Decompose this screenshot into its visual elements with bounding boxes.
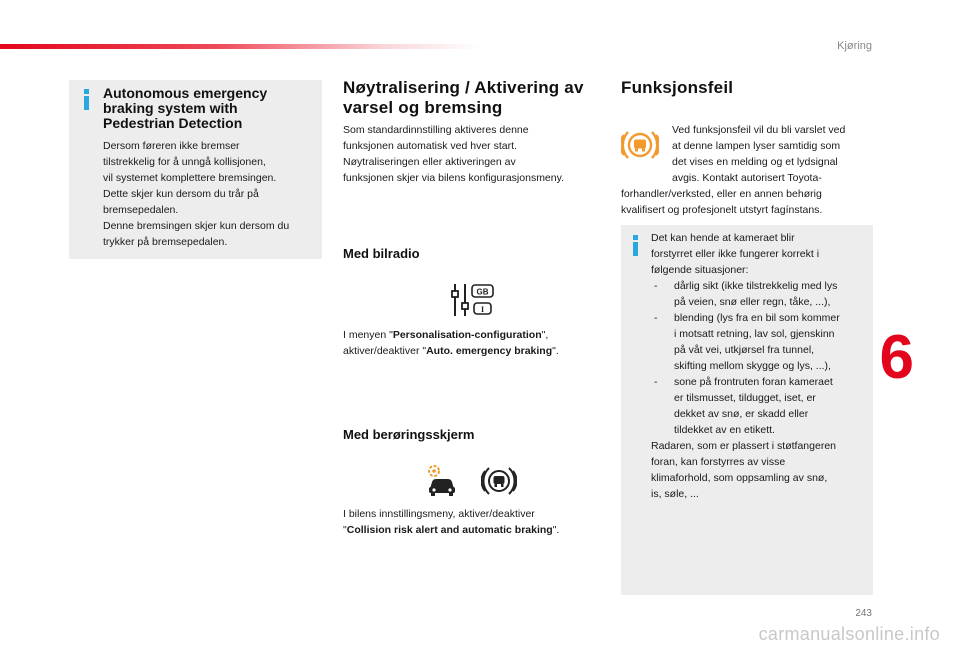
- text-fragment: I menyen ": [343, 329, 393, 341]
- text-line: Denne bremsingen skjer kun dersom du: [103, 220, 290, 232]
- text-line: funksjonen skjer via bilens konfigurasjonsmeny.: [343, 172, 565, 184]
- text-line: Nøytraliseringen eller aktiveringen av: [343, 156, 516, 168]
- warning-lamp-icon: [621, 127, 659, 163]
- warning-text-wrapped: [672, 122, 877, 186]
- text-line: [343, 327, 613, 343]
- text-line: forhandler/verksted, eller en annen behørig: [621, 188, 822, 200]
- chapter-number: 6: [879, 323, 914, 392]
- text-line: Dersom føreren ikke bremser: [103, 140, 240, 152]
- text-fragment: ".: [552, 524, 560, 536]
- text-line: på veien, snø eller regn, tåke, ...),: [674, 296, 831, 308]
- text-line: I bilens innstillingsmeny, aktiver/deaktiver: [343, 508, 535, 520]
- menu-name: Personalisation-configuration: [392, 329, 542, 341]
- text-line: dekket av snø, er skadd eller: [674, 408, 809, 420]
- text-line: is, søle, ...: [651, 488, 699, 500]
- info-icon: [631, 235, 641, 256]
- text-line: [343, 522, 613, 538]
- condition-list: [651, 278, 869, 438]
- text-line: avgis. Kontakt autorisert Toyota-: [672, 172, 822, 184]
- text-line: at denne lampen lyser samtidig som: [672, 140, 841, 152]
- text-line: blending (lys fra en bil som kommer: [674, 312, 840, 324]
- text-line: skifting mellom skygge og lys, ...),: [674, 360, 831, 372]
- middle-intro: [343, 122, 608, 186]
- text-line: forstyrret eller ikke fungerer korrekt i: [651, 248, 820, 260]
- text-line: følgende situasjoner:: [651, 264, 749, 276]
- car-settings-icon: [424, 462, 460, 498]
- text-line: trykker på bremsepedalen.: [103, 236, 228, 248]
- radio-heading: Med bilradio: [343, 246, 420, 261]
- text-line: Som standardinnstilling aktiveres denne: [343, 124, 529, 136]
- text-line: bremsepedalen.: [103, 204, 179, 216]
- text-line: funksjonen automatisk ved hver start.: [343, 140, 517, 152]
- list-dash: -: [654, 376, 658, 388]
- left-box-title: Autonomous emergency braking system with Pedestrian Detection: [103, 85, 268, 131]
- list-item: [651, 310, 869, 374]
- touch-instruction: [343, 506, 613, 538]
- text-line: foran, kan forstyrres av visse: [651, 456, 786, 468]
- radio-icon-label: GB: [476, 287, 489, 297]
- list-item: [651, 278, 869, 310]
- text-line: i motsatt retning, lav sol, gjenskinn: [674, 328, 835, 340]
- text-fragment: ".: [552, 345, 559, 357]
- radio-instruction: [343, 327, 613, 359]
- option-name: Auto. emergency braking: [426, 345, 553, 357]
- text-line: Radaren, som er plassert i støtfangeren: [651, 440, 837, 452]
- text-line: sone på frontruten foran kameraet: [674, 376, 833, 388]
- text-line: klimaforhold, som oppsamling av snø,: [651, 472, 828, 484]
- text-fragment: ": [343, 524, 347, 536]
- list-item: [651, 374, 869, 438]
- right-box-text: [651, 230, 869, 502]
- radio-settings-icon: [451, 282, 495, 318]
- radio-icon-sub: I: [480, 305, 485, 314]
- text-line: på våt vei, utkjørsel fra tunnel,: [674, 344, 815, 356]
- middle-title: Nøytralisering / Aktivering av varsel og bremsing: [343, 78, 584, 117]
- watermark: carmanualsonline.info: [758, 624, 940, 644]
- right-info-box: [621, 225, 873, 595]
- option-name: Collision risk alert and automatic braking: [346, 524, 553, 536]
- text-fragment: aktiver/deaktiver ": [343, 345, 427, 357]
- text-line: tilstrekkelig for å unngå kollisjonen,: [103, 156, 266, 168]
- text-line: det vises en melding og et lydsignal: [672, 156, 838, 168]
- text-line: Ved funksjonsfeil vil du bli varslet ved: [672, 124, 846, 136]
- header-accent-bar: [0, 44, 480, 49]
- touch-heading: Med berøringsskjerm: [343, 427, 475, 442]
- section-name: Kjøring: [837, 40, 872, 52]
- list-dash: -: [654, 312, 658, 324]
- text-line: [343, 343, 613, 359]
- text-line: tildekket av en etikett.: [674, 424, 775, 436]
- text-line: er tilsmusset, tildugget, iset, er: [674, 392, 816, 404]
- text-line: Det kan hende at kameraet blir: [651, 232, 795, 244]
- info-icon: [82, 89, 92, 110]
- left-info-box: [69, 80, 322, 259]
- text-line: dårlig sikt (ikke tilstrekkelig med lys: [674, 280, 838, 292]
- text-fragment: ",: [541, 329, 549, 341]
- text-line: vil systemet komplettere bremsingen.: [103, 172, 277, 184]
- left-box-text: [103, 138, 318, 250]
- text-line: kvalifisert og profesjonelt utstyrt fagínstans.: [621, 204, 823, 216]
- list-dash: -: [654, 280, 658, 292]
- page-number: 243: [855, 608, 872, 619]
- collision-warning-icon: [481, 464, 517, 498]
- text-line: Dette skjer kun dersom du trår på: [103, 188, 259, 200]
- warning-text-full: [621, 186, 876, 218]
- right-title: Funksjonsfeil: [621, 78, 734, 97]
